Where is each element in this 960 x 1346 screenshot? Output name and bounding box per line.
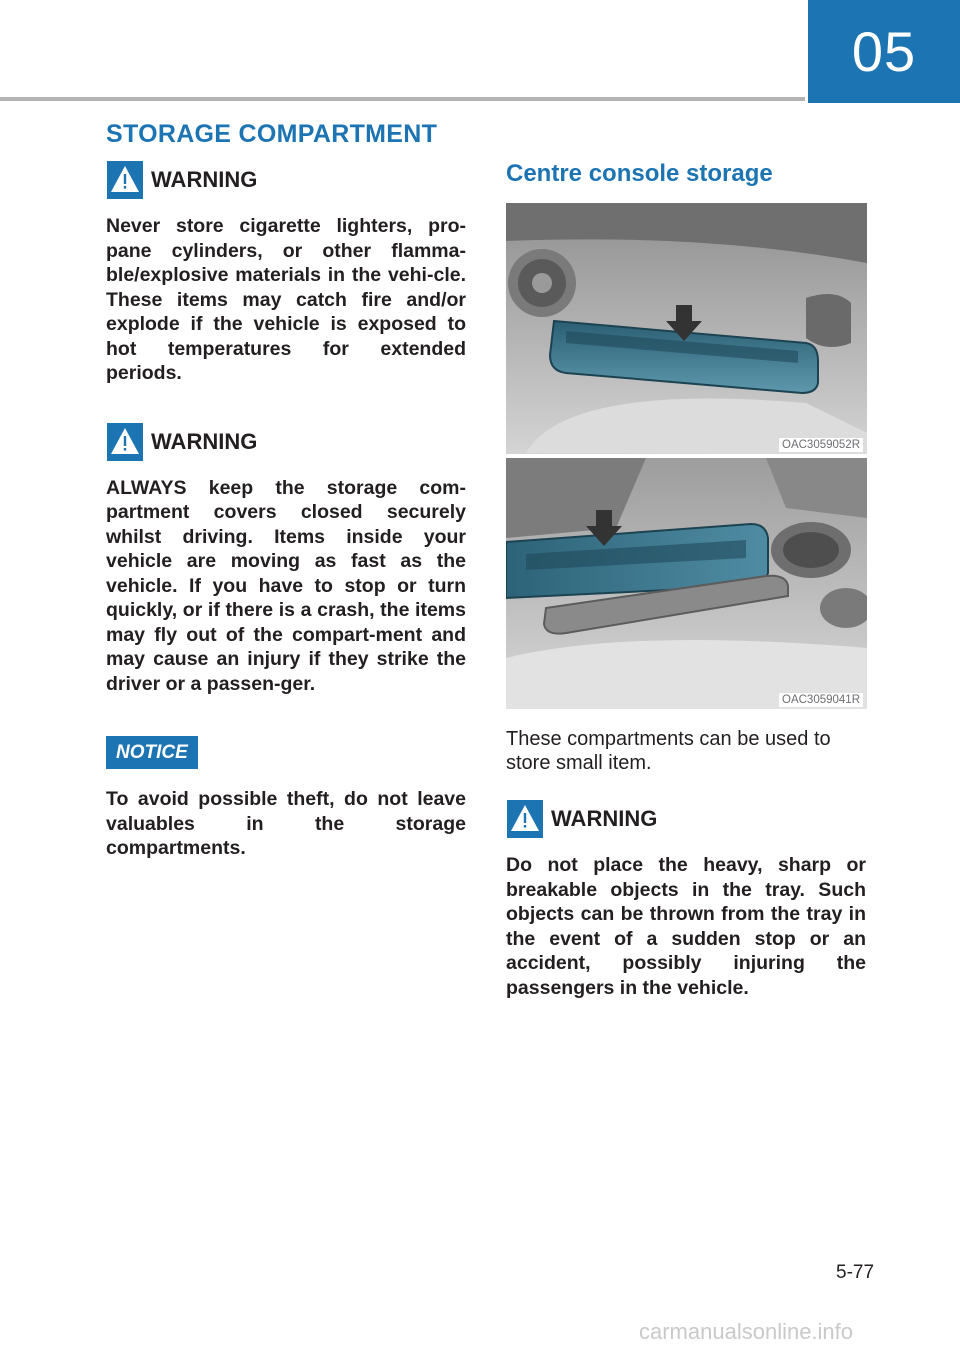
page-number: 5-77 [836, 1262, 875, 1283]
body-text: These compartments can be used to store small item. [506, 728, 831, 774]
warning-label: WARNING [551, 806, 658, 831]
chapter-tab: 05 [808, 0, 960, 103]
left-column [106, 160, 466, 861]
warning-label: WARNING [151, 428, 258, 454]
figure-code: OAC3059041R [779, 693, 863, 707]
notice-header [106, 736, 466, 769]
console-tray-illustration [506, 458, 867, 709]
notice-badge: NOTICE [106, 736, 198, 769]
warning-text: ALWAYS keep the storage com-partment covers closed securely whilst driving. Items inside your vehicle are moving as fast as the vehicle. If you have to stop or turn quickly, or if there is a crash, the items may fly out of the compart-ment and may cause an injury if they strike the driver or a passen-ger. [106, 476, 466, 695]
warning-header [106, 160, 466, 200]
warning-text: Never store cigarette lighters, pro-pane cylinders, or other flamma-ble/explosive materials in the vehi-cle. These items may catch fire and/or explode if the vehicle is exposed to hot temperatures for extended periods. [106, 215, 466, 384]
subsection-title: Centre console storage [506, 160, 773, 187]
warning-label: WARNING [151, 167, 258, 192]
warning-triangle-icon [107, 423, 143, 461]
section-title: STORAGE COMPARTMENT [106, 120, 438, 148]
warning-text: Do not place the heavy, sharp or breakable objects in the tray. Such objects can be thrown from the tray in the event of a sudden stop or an accident, possibly injuring the passengers in the vehicle. [506, 854, 866, 999]
notice-text: To avoid possible theft, do not leave valuables in the storage compartments. [106, 788, 466, 859]
warning-triangle-icon [107, 161, 143, 199]
figure-dashboard-tray [506, 203, 867, 454]
header-rule [0, 97, 805, 101]
warning-header [506, 799, 866, 839]
figure-console-tray [506, 458, 867, 709]
right-column [506, 160, 866, 1000]
dashboard-tray-illustration [506, 203, 867, 454]
warning-header [106, 422, 466, 462]
watermark: carmanualsonline.info [639, 1319, 854, 1344]
warning-triangle-icon [507, 800, 543, 838]
figure-code: OAC3059052R [779, 438, 863, 452]
